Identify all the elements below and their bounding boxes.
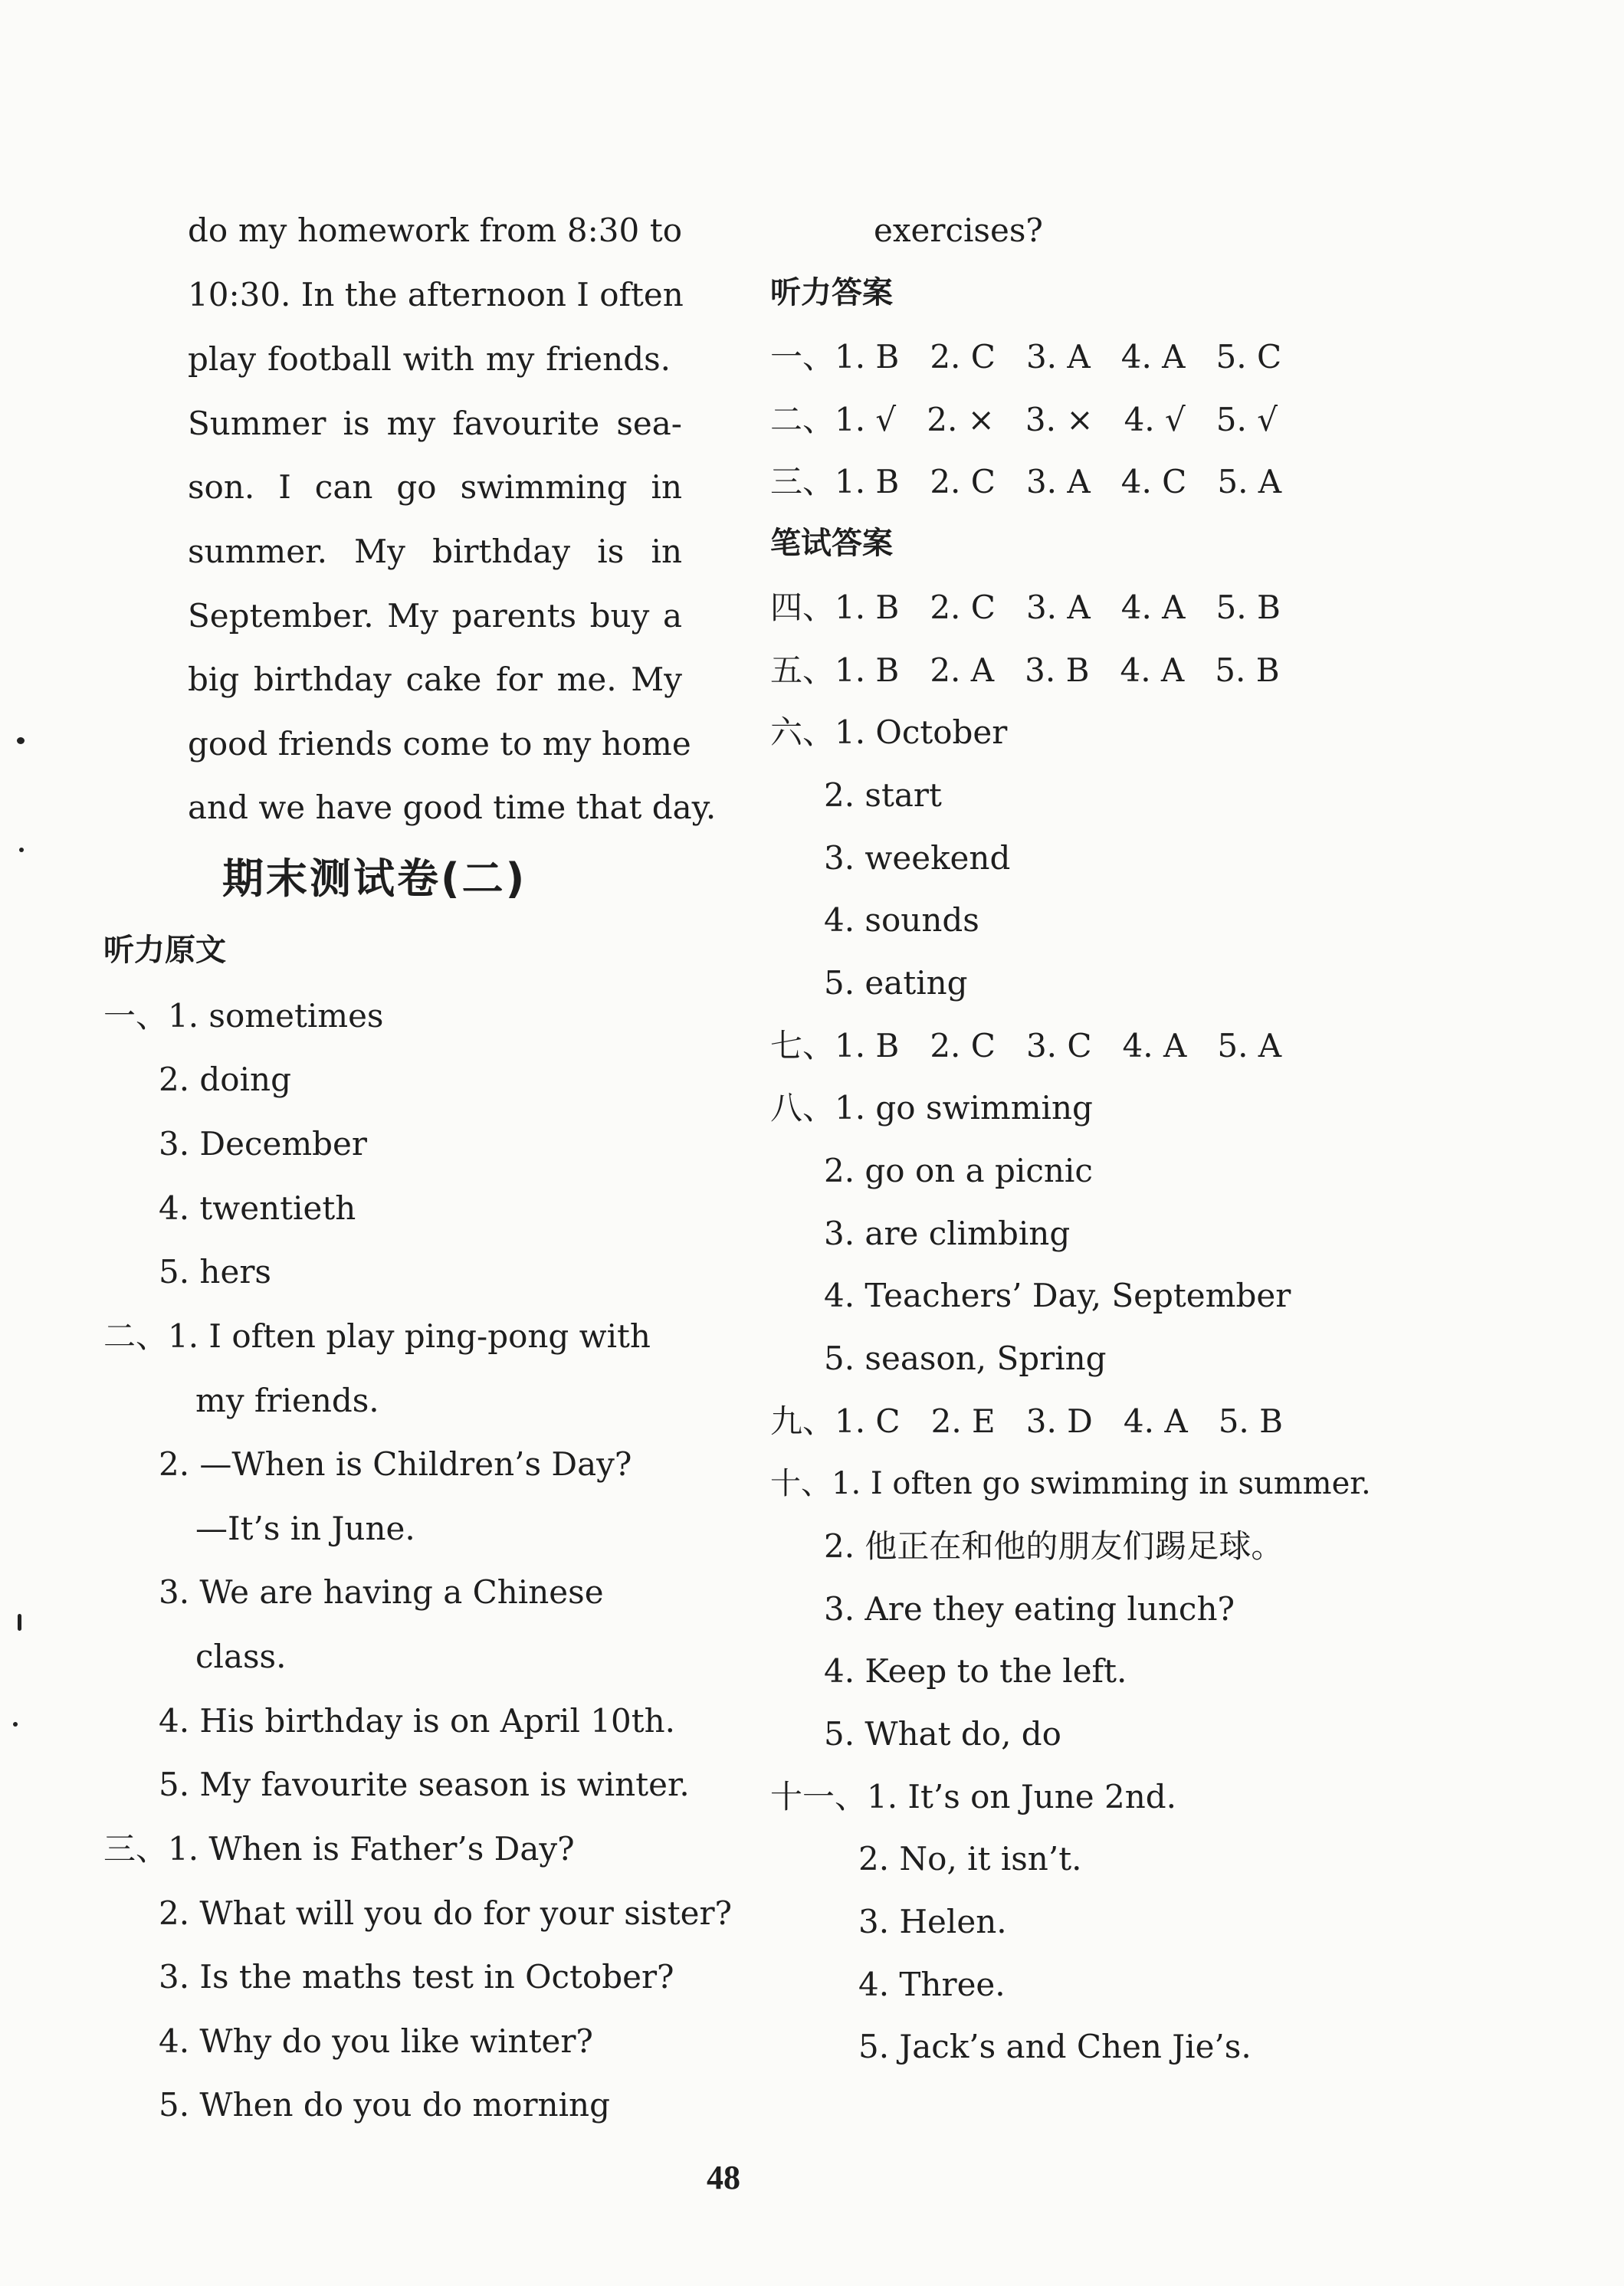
answer-row: 六、1. October <box>770 713 1008 751</box>
answer-row: 4. Three. <box>858 1966 1006 2003</box>
paragraph-line: 10:30. In the afternoon I often <box>188 276 684 313</box>
answer-row: 2. No, it isn’t. <box>858 1840 1082 1878</box>
scan-speck <box>18 1614 21 1631</box>
paragraph-line: big birthday cake for me. My <box>188 661 682 698</box>
transcript-item: 2. What will you do for your sister? <box>159 1894 733 1932</box>
answer-row: 五、1. B 2. A 3. B 4. A 5. B <box>770 651 1280 689</box>
answer-row: 九、1. C 2. E 3. D 4. A 5. B <box>770 1402 1283 1440</box>
answer-row: 二、1. √ 2. × 3. × 4. √ 5. √ <box>770 401 1278 438</box>
transcript-item: 二、1. I often play ping-pong with <box>103 1317 651 1355</box>
listening-answers-heading: 听力答案 <box>770 275 893 310</box>
answer-row: 四、1. B 2. C 3. A 4. A 5. B <box>770 589 1281 626</box>
transcript-item: 4. His birthday is on April 10th. <box>159 1702 675 1740</box>
answer-row: 3. are climbing <box>824 1215 1071 1252</box>
written-answers-heading: 笔试答案 <box>770 526 893 561</box>
transcript-item: 3. Is the maths test in October? <box>159 1958 674 1996</box>
answer-row: 5. What do, do <box>824 1715 1061 1753</box>
answer-row: 3. Helen. <box>858 1903 1007 1940</box>
paragraph-line: play football with my friends. <box>188 340 671 378</box>
answer-row: 5. Jack’s and Chen Jie’s. <box>858 2028 1252 2065</box>
answer-row: 2. go on a picnic <box>824 1152 1093 1189</box>
transcript-item: —It’s in June. <box>195 1510 415 1547</box>
transcript-item: class. <box>195 1638 287 1675</box>
transcript-item: 2. —When is Children’s Day? <box>159 1445 632 1483</box>
transcript-item: 5. When do you do morning <box>159 2086 610 2124</box>
listening-text-heading: 听力原文 <box>103 933 226 968</box>
transcript-item: 一、1. sometimes <box>103 997 384 1035</box>
scan-speck <box>13 1722 18 1727</box>
continuation-line: exercises? <box>874 212 1043 249</box>
answer-row: 5. season, Spring <box>824 1340 1107 1377</box>
transcript-item: 4. Why do you like winter? <box>159 2022 593 2060</box>
transcript-item: 三、1. When is Father’s Day? <box>103 1830 575 1868</box>
answer-row: 3. Are they eating lunch? <box>824 1590 1235 1628</box>
answer-row: 十、1. I often go swimming in summer. <box>770 1466 1371 1501</box>
answer-row: 4. Teachers’ Day, September <box>824 1277 1291 1314</box>
answer-row: 2. 他正在和他的朋友们踢足球。 <box>824 1527 1284 1565</box>
paragraph-line: son. I can go swimming in <box>188 468 682 506</box>
answer-row: 一、1. B 2. C 3. A 4. A 5. C <box>770 338 1282 376</box>
scan-speck <box>17 737 25 744</box>
page-number: 48 <box>707 2159 740 2196</box>
paragraph-line: good friends come to my home <box>188 725 691 763</box>
answer-row: 3. weekend <box>824 839 1011 877</box>
answer-row: 4. Keep to the left. <box>824 1652 1127 1690</box>
paragraph-line: do my homework from 8:30 to <box>188 212 682 249</box>
answer-row: 三、1. B 2. C 3. A 4. C 5. A <box>770 463 1282 500</box>
scan-speck <box>19 848 24 852</box>
answer-row: 4. sounds <box>824 901 979 939</box>
answer-row: 七、1. B 2. C 3. C 4. A 5. A <box>770 1027 1282 1064</box>
answer-row: 八、1. go swimming <box>770 1089 1093 1127</box>
transcript-item: 5. My favourite season is winter. <box>159 1766 690 1803</box>
paragraph-line: summer. My birthday is in <box>188 533 682 570</box>
section-title: 期末测试卷(二) <box>222 854 527 903</box>
transcript-item: 3. December <box>159 1125 367 1163</box>
transcript-item: 2. doing <box>159 1061 291 1098</box>
paragraph-line: Summer is my favourite sea- <box>188 405 682 442</box>
paragraph-line: September. My parents buy a <box>188 597 682 635</box>
paragraph-line: and we have good time that day. <box>188 789 717 826</box>
answer-row: 5. eating <box>824 964 968 1002</box>
answer-row: 2. start <box>824 776 942 814</box>
transcript-item: my friends. <box>195 1382 379 1419</box>
answer-row: 十一、1. It’s on June 2nd. <box>770 1778 1176 1815</box>
transcript-item: 4. twentieth <box>159 1189 356 1227</box>
transcript-item: 5. hers <box>159 1253 271 1291</box>
transcript-item: 3. We are having a Chinese <box>159 1573 604 1611</box>
